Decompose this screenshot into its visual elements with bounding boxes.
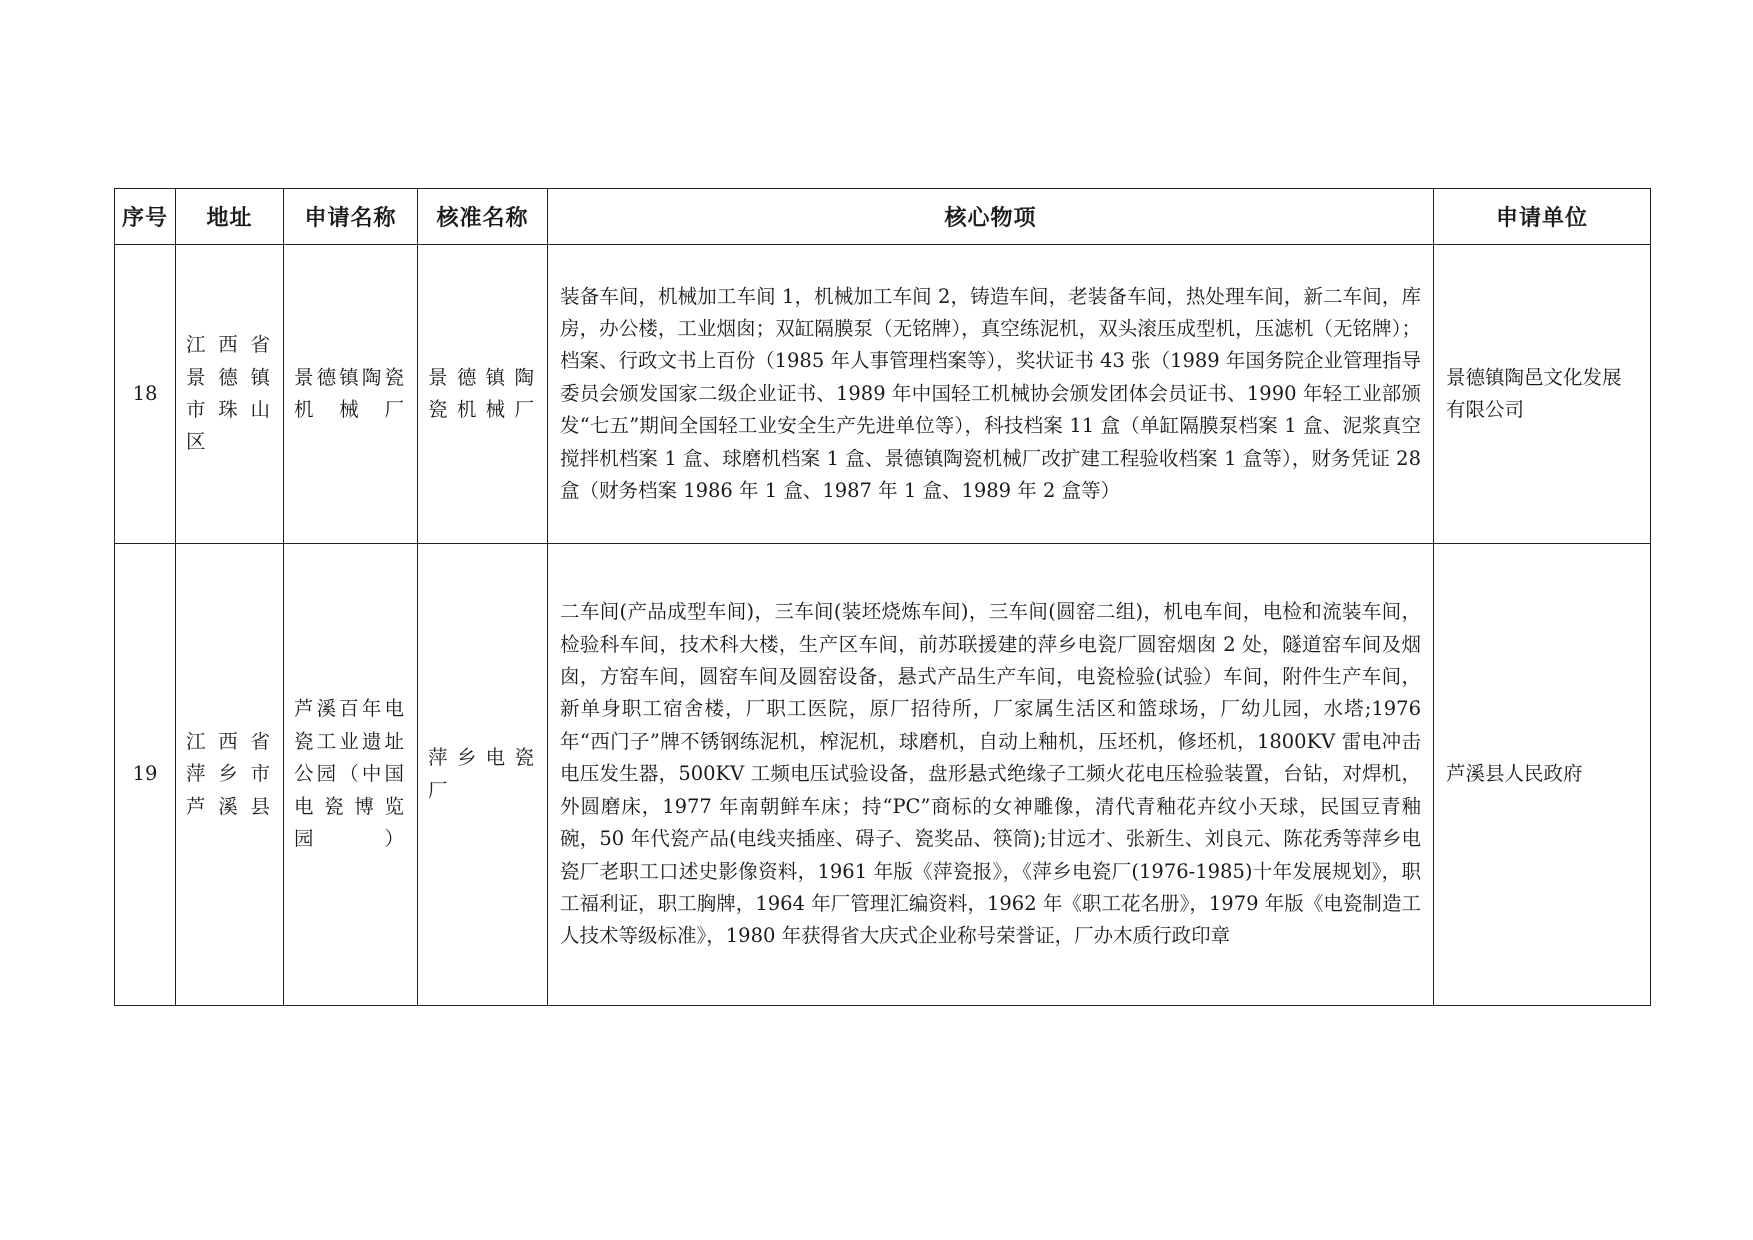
cell-address: 江西省萍乡市芦溪县 (176, 544, 284, 1006)
heritage-table (114, 188, 1651, 1006)
cell-approved-name: 萍乡电瓷厂 (418, 544, 548, 1006)
cell-applicant: 景德镇陶邑文化发展有限公司 (1434, 245, 1651, 544)
header-core-items: 核心物项 (548, 189, 1434, 245)
header-seq: 序号 (115, 189, 176, 245)
cell-seq: 19 (115, 544, 176, 1006)
header-applicant: 申请单位 (1434, 189, 1651, 245)
cell-address: 江西省景德镇市珠山区 (176, 245, 284, 544)
table-row (115, 544, 1651, 1006)
cell-core-items: 二车间(产品成型车间)，三车间(装坯烧炼车间)，三车间(圆窑二组)，机电车间，电检和流装车间，检验科车间，技术科大楼，生产区车间，前苏联援建的萍乡电瓷厂圆窑烟囱 2 处，隧道窑车间及烟囱，方窑车间，圆窑车间及圆窑设备，悬式产品生产车间，电瓷检验(试验）车间，附件生产车间，新单身职工宿舍楼，厂职工医院，原厂招待所，厂家属生活区和篮球场，厂幼儿园，水塔;1976 年“西门子”牌不锈钢练泥机，榨泥机，球磨机，自动上釉机，压坯机，修坯机，1800KV 雷电冲击电压发生器，500KV 工频电压试验设备，盘形悬式绝缘子工频火花电压检验装置，台钻，对焊机，外圆磨床，1977 年南朝鲜车床；持“PC”商标的女神雕像，清代青釉花卉纹小天球，民国豆青釉碗，50 年代瓷产品(电线夹插座、碍子、瓷奖品、筷筒);甘远才、张新生、刘良元、陈花秀等萍乡电瓷厂老职工口述史影像资料，1961 年版《萍瓷报》，《萍乡电瓷厂(1976-1985)十年发展规划》，职工福利证，职工胸牌，1964 年厂管理汇编资料，1962 年《职工花名册》，1979 年版《电瓷制造工人技术等级标准》，1980 年获得省大庆式企业称号荣誉证，厂办木质行政印章 (548, 544, 1434, 1006)
cell-applied-name: 景德镇陶瓷机械厂 (284, 245, 418, 544)
cell-core-items: 装备车间，机械加工车间 1，机械加工车间 2，铸造车间，老装备车间，热处理车间，新二车间，库房，办公楼，工业烟囱；双缸隔膜泵（无铭牌），真空练泥机，双头滚压成型机，压滤机（无铭牌）；档案、行政文书上百份（1985 年人事管理档案等），奖状证书 43 张（1989 年国务院企业管理指导委员会颁发国家二级企业证书、1989 年中国轻工机械协会颁发团体会员证书、1990 年轻工业部颁发“七五”期间全国轻工业安全生产先进单位等），科技档案 11 盒（单缸隔膜泵档案 1 盒、泥浆真空搅拌机档案 1 盒、球磨机档案 1 盒、景德镇陶瓷机械厂改扩建工程验收档案 1 盒等），财务凭证 28 盒（财务档案 1986 年 1 盒、1987 年 1 盒、1989 年 2 盒等） (548, 245, 1434, 544)
cell-approved-name: 景德镇陶瓷机械厂 (418, 245, 548, 544)
table-row (115, 245, 1651, 544)
cell-applicant: 芦溪县人民政府 (1434, 544, 1651, 1006)
table-header-row (115, 189, 1651, 245)
header-address: 地址 (176, 189, 284, 245)
header-applied-name: 申请名称 (284, 189, 418, 245)
cell-seq: 18 (115, 245, 176, 544)
cell-applied-name: 芦溪百年电瓷工业遗址公园（中国电瓷博览园） (284, 544, 418, 1006)
header-approved-name: 核准名称 (418, 189, 548, 245)
